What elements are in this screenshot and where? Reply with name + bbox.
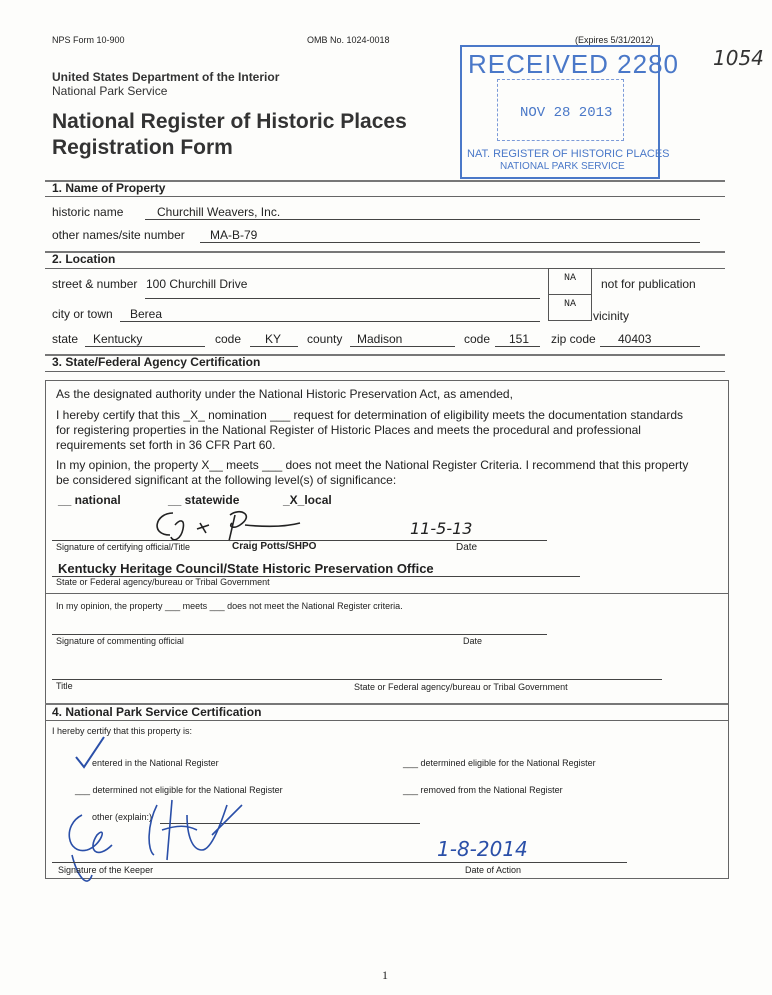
date-label: Date (456, 542, 478, 553)
certifying-signature (145, 505, 305, 545)
zip-value[interactable]: 40403 (618, 332, 652, 346)
keeper-signature (62, 795, 252, 895)
vicinity-box[interactable]: NA (548, 294, 592, 321)
other-option[interactable]: other (explain:) (92, 812, 153, 822)
opinion-line-1: In my opinion, the property X__ meets ___ does not meet the National Register Criteria. I recommend that this property (56, 458, 689, 472)
cert-intro: As the designated authority under the National Historic Preservation Act, as amended, (56, 387, 513, 401)
agency: National Park Service (52, 84, 168, 98)
level-national[interactable]: __ national (58, 493, 121, 507)
entered-option[interactable]: entered in the National Register (92, 758, 219, 768)
expires-date: (Expires 5/31/2012) (575, 35, 654, 45)
historic-name-label: historic name (52, 205, 124, 219)
state-label: state (52, 332, 79, 346)
comment-opinion: In my opinion, the property ___ meets ___ does not meet the National Register criteria. (56, 601, 403, 611)
county-code-value[interactable]: 151 (509, 332, 530, 346)
page-number: 1 (382, 968, 388, 982)
cert-line-3: requirements set forth in 36 CFR Part 60. (56, 438, 276, 452)
county-code-label: code (464, 332, 491, 346)
cert-line-1: I hereby certify that this _X_ nomination ___ request for determination of eligibility meets the documentation standards (56, 408, 684, 422)
section1-heading: 1. Name of Property (52, 181, 166, 195)
commenting-agency-label: State or Federal agency/bureau or Tribal Government (354, 682, 568, 692)
city-label: city or town (52, 307, 113, 321)
agency-label: State or Federal agency/bureau or Tribal Government (56, 577, 270, 587)
action-date-label: Date of Action (465, 865, 522, 875)
not-for-publication-box[interactable]: NA (548, 268, 592, 295)
signer-name: Craig Potts/SHPO (232, 541, 317, 552)
commenting-signature-label: Signature of commenting official (56, 636, 184, 646)
department: United States Department of the Interior (52, 70, 280, 84)
stamp-line-2: NATIONAL PARK SERVICE (500, 161, 625, 172)
certifying-date: 11-5-13 (410, 519, 473, 538)
county-value[interactable]: Madison (357, 332, 403, 346)
agency-name: Kentucky Heritage Council/State Historic Preservation Office (58, 561, 434, 576)
commenting-date-label: Date (463, 636, 483, 646)
handwritten-number: 1054 (713, 46, 764, 70)
section4-intro: I hereby certify that this property is: (52, 726, 193, 736)
state-value[interactable]: Kentucky (93, 332, 143, 346)
form-number: NPS Form 10-900 (52, 35, 125, 45)
omb-number: OMB No. 1024-0018 (307, 35, 390, 45)
section4-heading: 4. National Park Service Certification (52, 705, 262, 719)
title-label: Title (56, 681, 73, 691)
received-stamp (460, 45, 679, 179)
vicinity-label: vicinity (593, 309, 630, 323)
opinion-line-2: be considered significant at the following level(s) of significance: (56, 473, 397, 487)
not-eligible-option[interactable]: ___ determined not eligible for the National Register (75, 785, 283, 795)
determined-eligible-option[interactable]: ___ determined eligible for the National Register (403, 758, 596, 768)
level-local[interactable]: _X_local (283, 493, 332, 507)
street-value[interactable]: 100 Churchill Drive (146, 277, 248, 291)
state-code-label: code (215, 332, 242, 346)
keeper-signature-label: Signature of the Keeper (58, 865, 154, 875)
stamp-line-1: NAT. REGISTER OF HISTORIC PLACES (467, 148, 670, 160)
stamp-received: RECEIVED 2280 (468, 49, 679, 79)
not-for-publication-label: not for publication (601, 277, 696, 291)
zip-label: zip code (551, 332, 596, 346)
county-label: county (307, 332, 343, 346)
page-title (52, 109, 407, 161)
section3-heading: 3. State/Federal Agency Certification (52, 355, 261, 369)
section2-heading: 2. Location (52, 252, 116, 266)
street-label: street & number (52, 277, 138, 291)
title-line-2: Registration Form (52, 136, 233, 159)
title-line-1: National Register of Historic Places (52, 110, 407, 133)
signature-label: Signature of certifying official/Title (56, 542, 191, 552)
city-value[interactable]: Berea (130, 307, 163, 321)
other-names-label: other names/site number (52, 228, 185, 242)
removed-option[interactable]: ___ removed from the National Register (403, 785, 563, 795)
historic-name-value[interactable]: Churchill Weavers, Inc. (157, 205, 281, 219)
stamp-date: NOV 28 2013 (520, 105, 613, 121)
state-code-value[interactable]: KY (265, 332, 282, 346)
action-date: 1-8-2014 (437, 837, 528, 861)
cert-line-2: for registering properties in the National Register of Historic Places and meets the procedural and professional (56, 423, 641, 437)
level-statewide[interactable]: __ statewide (168, 493, 240, 507)
other-names-value[interactable]: MA-B-79 (210, 228, 258, 242)
